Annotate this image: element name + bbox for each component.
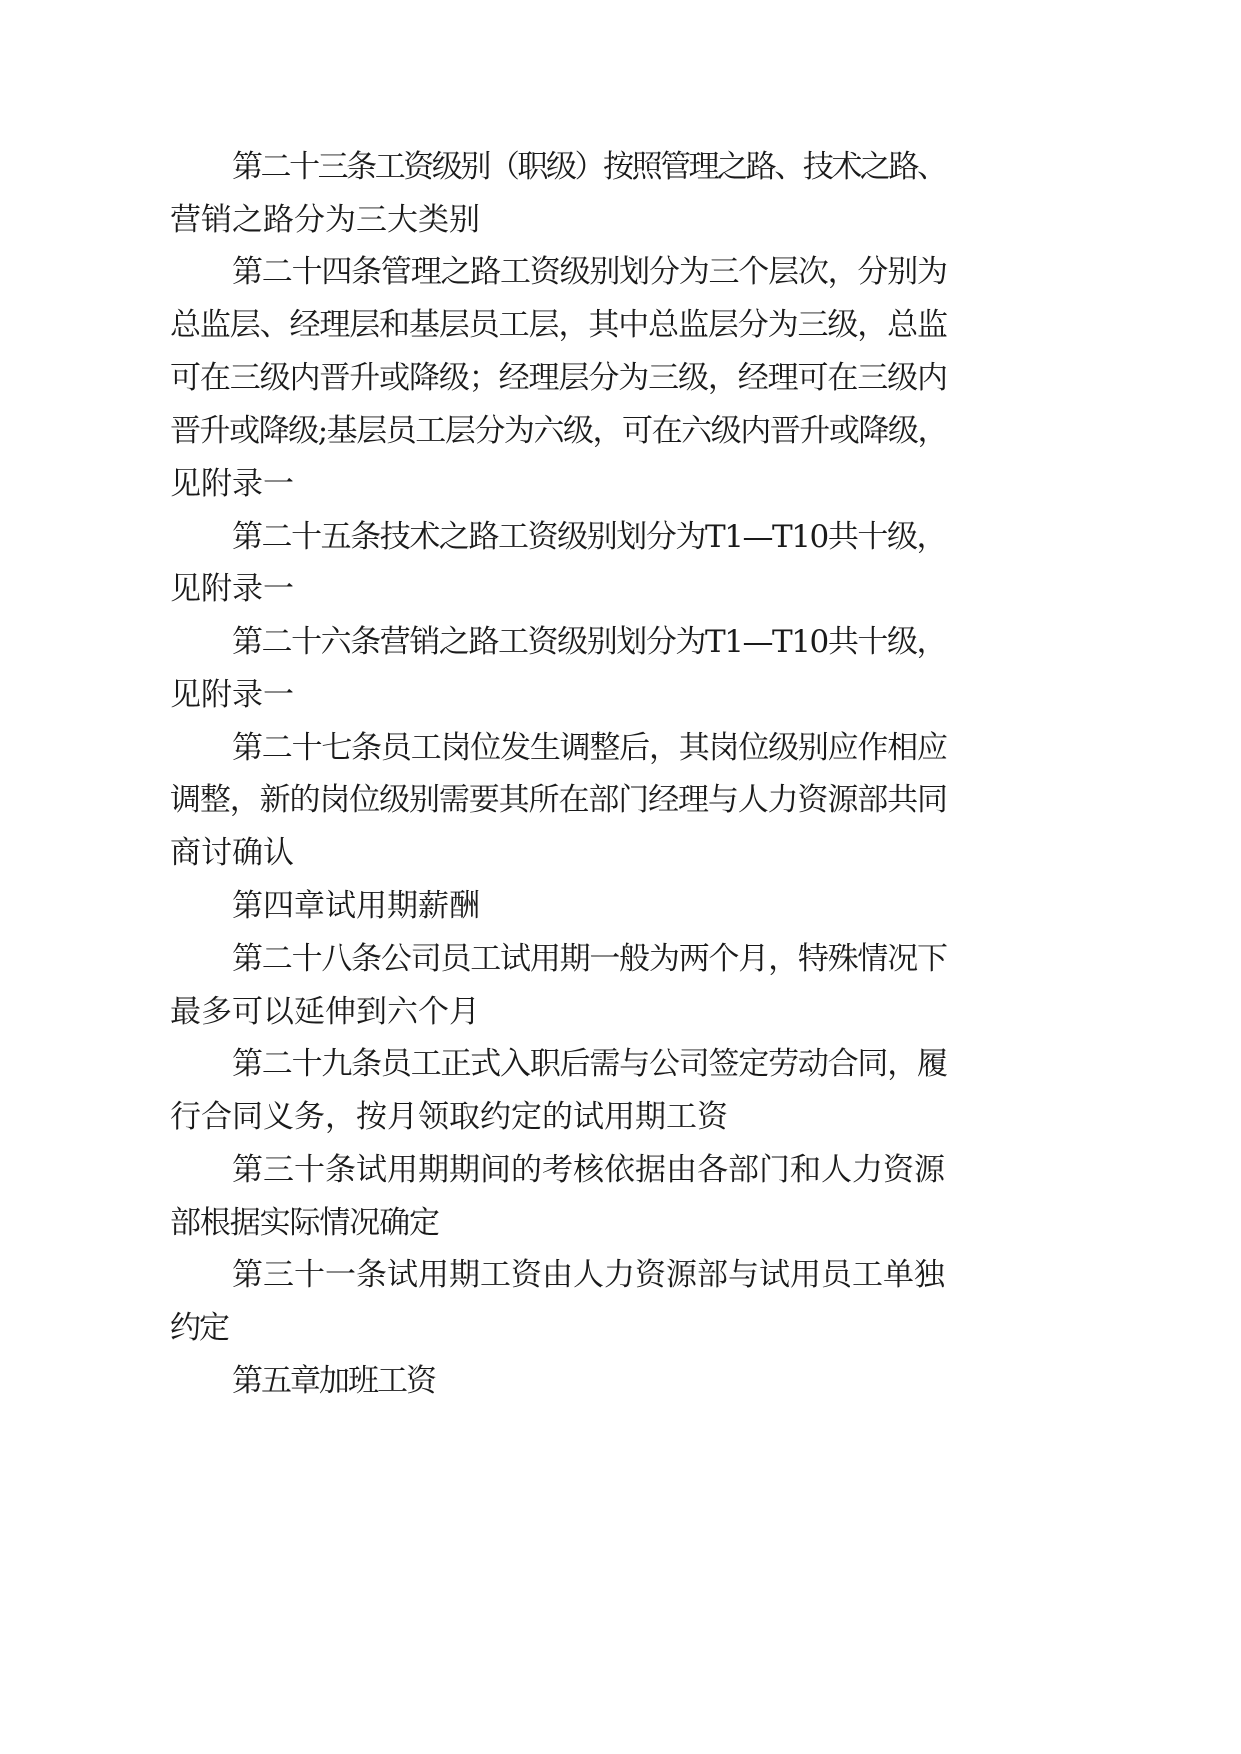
chapter-heading-5: 第五章加班工资 <box>232 1363 435 1399</box>
text-line-4: 总监层、经理层和基层员工层，其中总监层分为三级，总监 <box>170 307 947 343</box>
text-line-10: 第二十六条营销之路工资级别划分为T1—T10共十级， <box>232 624 947 660</box>
text-line-9: 见附录一 <box>170 571 294 607</box>
text-line-20: 第三十条试用期期间的考核依据由各部门和人力资源 <box>232 1152 945 1188</box>
text-line-7: 见附录一 <box>170 466 294 502</box>
text-line-3: 第二十四条管理之路工资级别划分为三个层次，分别为 <box>232 254 947 290</box>
text-line-8: 第二十五条技术之路工资级别划分为T1—T10共十级， <box>232 519 947 555</box>
text-line-11: 见附录一 <box>170 677 294 713</box>
text-line-14: 商讨确认 <box>170 835 294 871</box>
text-line-23: 约定 <box>170 1310 228 1346</box>
text-line-5: 可在三级内晋升或降级；经理层分为三级，经理可在三级内 <box>170 360 947 396</box>
text-line-21: 部根据实际情况确定 <box>170 1205 439 1241</box>
text-line-6: 晋升或降级;基层员工层分为六级，可在六级内晋升或降级， <box>170 413 947 449</box>
text-line-19: 行合同义务，按月领取约定的试用期工资 <box>170 1099 728 1135</box>
text-line-17: 最多可以延伸到六个月 <box>170 994 480 1030</box>
text-line-2: 营销之路分为三大类别 <box>170 202 480 238</box>
text-line-12: 第二十七条员工岗位发生调整后，其岗位级别应作相应 <box>232 730 947 766</box>
text-line-22: 第三十一条试用期工资由人力资源部与试用员工单独 <box>232 1257 945 1293</box>
text-line-18: 第二十九条员工正式入职后需与公司签定劳动合同，履 <box>232 1046 947 1082</box>
text-line-16: 第二十八条公司员工试用期一般为两个月，特殊情况下 <box>232 941 947 977</box>
text-line-1: 第二十三条工资级别（职级）按照管理之路、技术之路、 <box>232 149 946 185</box>
text-line-13: 调整，新的岗位级别需要其所在部门经理与人力资源部共同 <box>170 782 947 818</box>
chapter-heading-4: 第四章试用期薪酬 <box>232 888 480 924</box>
